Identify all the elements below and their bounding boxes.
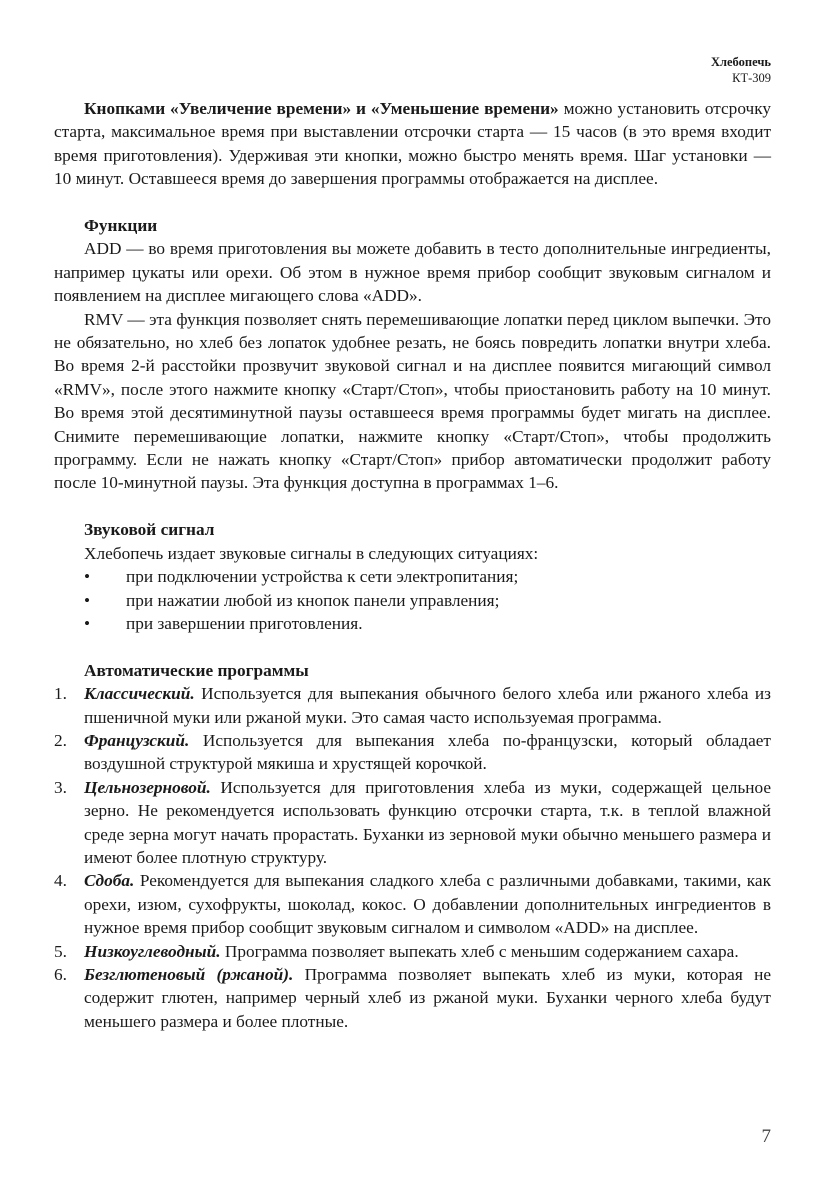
page-content [54,97,771,1033]
program-number: 4. [54,871,67,891]
sound-heading: Звуковой сигнал [84,520,215,540]
program-name: Низкоуглеводный. [84,941,221,961]
program-item [54,963,771,1033]
program-name: Французский. [84,730,190,750]
program-text: Программа позволяет выпекать хлеб из муки, которая не содержит глютен, например черный хлеб из ржаной муки. Буханки черного хлеба будут меньшего размера и более плотные. [84,964,771,1031]
sound-intro: Хлебопечь издает звуковые сигналы в следующих ситуациях: [84,543,539,563]
program-text: Используется для выпекания обычного белого хлеба или ржаного хлеба из пшеничной муки или ржаной муки. Это самая часто используемая программа. [84,684,771,727]
spacer [54,191,771,214]
program-name: Сдоба. [84,871,135,891]
program-item [54,776,771,870]
timer-paragraph [54,97,771,191]
functions-heading: Функции [84,216,158,236]
program-number: 5. [54,941,67,961]
list-item: • при подключении устройства к сети электропитания; [54,565,771,588]
programs-heading: Автоматические программы [84,660,309,680]
program-number: 3. [54,777,67,797]
rmv-paragraph: RMV — эта функция позволяет снять перемешивающие лопатки перед циклом выпечки. Это не обязательно, но хлеб без лопаток удобнее резать, не боясь повредить лопатки внутри хлеба. Во время 2-й расстойки прозвучит звуковой сигнал и на дисплее появится мигающий символ «RMV», после этого нажмите кнопку «Старт/Стоп», чтобы приостановить работу на 10 минут. Во время этой десятиминутной паузы оставшееся время программы будет мигать на дисплее. Снимите перемешивающие лопатки, нажмите кнопку «Старт/Стоп», чтобы продолжить программу. Если не нажать кнопку «Старт/Стоп» прибор автоматически продолжит работу после 10-минутной паузы. Эта функция доступна в программах 1–6. [54,309,771,493]
program-text: Используется для приготовления хлеба из муки, содержащей цельное зерно. Не рекомендуется использовать функцию отсрочки старта, т.к. в теплой влажной среде зерна могут начать прорастать. Буханки из зерновой муки обычно меньшего размера и имеют более плотную структуру. [84,777,771,867]
program-item [54,729,771,776]
page-header [711,54,771,86]
spacer [54,495,771,518]
sound-list [54,565,771,635]
list-item: • при нажатии любой из кнопок панели управления; [54,589,771,612]
program-name: Безглютеновый (ржаной). [84,964,294,984]
program-item [54,940,771,963]
program-number: 2. [54,730,67,750]
program-text: Используется для выпекания хлеба по-французски, который обладает воздушной структурой мякиша и хрустящей корочкой. [84,730,771,774]
timer-text: можно установить отсрочку старта, максимальное время при выставлении отсрочки старта — 15 часов (в это время входит время приготовления). Удерживая эти кнопки, можно быстро менять время. Шаг установки — 10 минут. Оставшееся время до завершения программы отображается на дисплее. [54,99,772,189]
program-number: 1. [54,684,67,704]
program-item [54,869,771,939]
program-name: Классический. [84,684,195,704]
program-text: Программа позволяет выпекать хлеб с меньшим содержанием сахара. [220,941,739,961]
header-brand: Хлебопечь [710,55,771,69]
program-number: 6. [54,964,67,984]
list-item: • при завершении приготовления. [54,612,771,635]
program-item [54,682,771,729]
header-model: КТ-309 [732,71,771,85]
document-page [54,0,771,1191]
add-paragraph: ADD — во время приготовления вы можете добавить в тесто дополнительные ингредиенты, например цукаты или орехи. Об этом в нужное время прибор сообщит звуковым сигналом и появлением на дисплее мигающего слова «ADD». [54,239,771,306]
programs-list [54,682,771,1033]
page-number: 7 [761,1126,771,1147]
timer-lead: Кнопками «Увеличение времени» и «Уменьшение времени» [84,99,559,118]
spacer [54,635,771,658]
program-name: Цельнозерновой. [84,777,211,797]
program-text: Рекомендуется для выпекания сладкого хлеба с различными добавками, такими, как орехи, изюм, сухофрукты, шоколад, кокос. О добавлении дополнительных ингредиентов в нужное время прибор сообщит звуковым сигналом и символом «ADD» на дисплее. [84,871,771,938]
